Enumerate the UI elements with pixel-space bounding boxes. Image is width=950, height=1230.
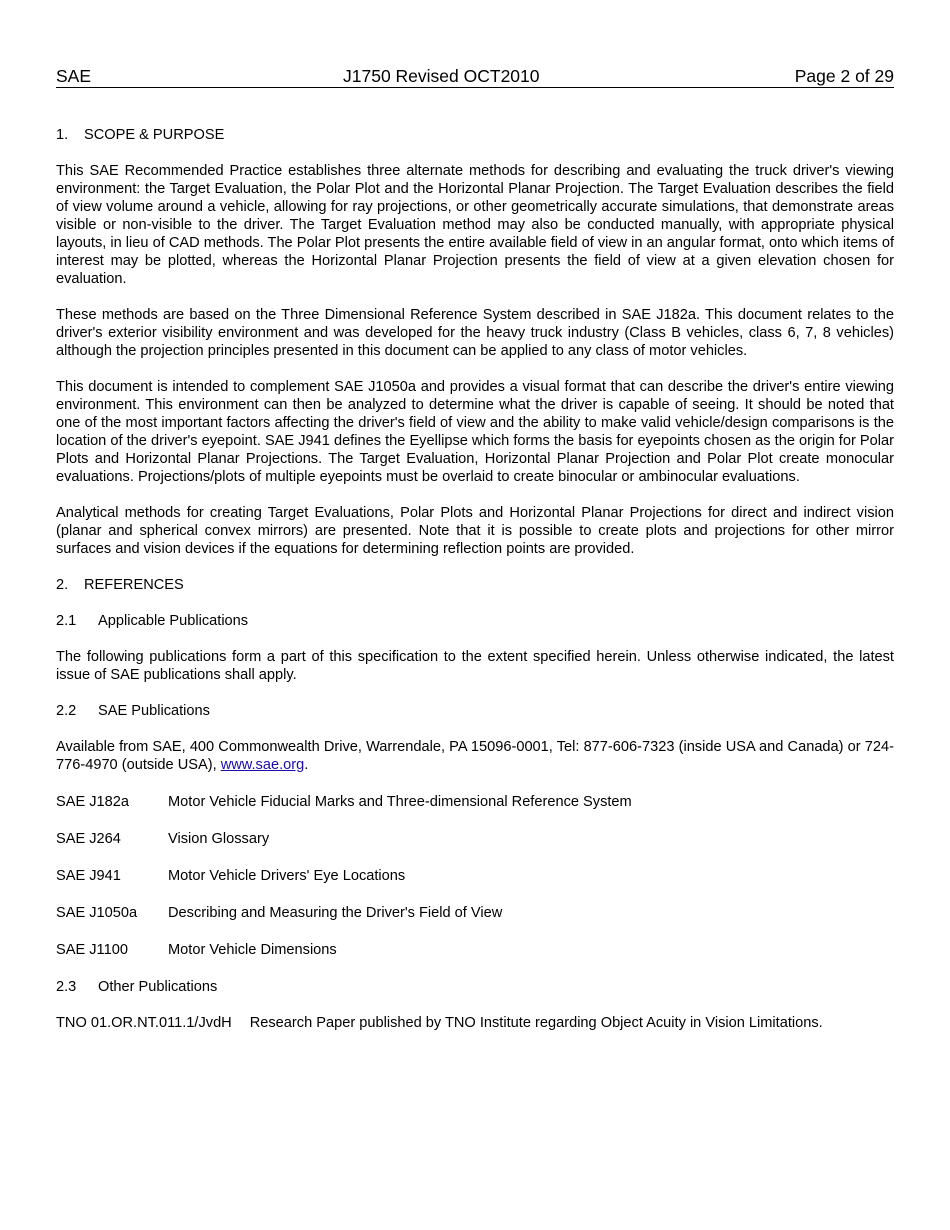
paragraph: The following publications form a part of this specification to the extent specified herein. Unless otherwise indicated, the latest issue of SAE publications shall apply. — [56, 649, 894, 683]
header-doc-id: J1750 Revised OCT2010 — [343, 66, 540, 86]
reference-title: Vision Glossary — [168, 831, 270, 847]
subsection-heading-other-publications — [56, 978, 894, 996]
subsection-heading-sae-publications — [56, 702, 894, 720]
paragraph: These methods are based on the Three Dimensional Reference System described in SAE J182a. This document relates to the driver's exterior visibility environment and was developed for the heavy truck industry (Class B vehicles, class 6, 7, 8 vehicles) although the projection principles presented in this document can be applied to any class of motor vehicles. — [56, 307, 894, 359]
reference-code: SAE J264 — [56, 831, 121, 847]
reference-title: Motor Vehicle Drivers' Eye Locations — [168, 868, 406, 884]
reference-title: Research Paper published by TNO Institute regarding Object Acuity in Vision Limitations. — [249, 1015, 823, 1031]
section-title: SCOPE & PURPOSE — [84, 127, 225, 143]
paragraph-text-end: . — [304, 757, 309, 773]
reference-item-tno — [56, 1014, 894, 1032]
sae-website-link[interactable]: www.sae.org — [220, 757, 305, 773]
subsection-title: SAE Publications — [98, 703, 210, 719]
reference-title: Motor Vehicle Fiducial Marks and Three-dimensional Reference System — [168, 794, 632, 810]
section-title: REFERENCES — [84, 577, 184, 593]
reference-code: SAE J941 — [56, 868, 121, 884]
subsection-heading-applicable — [56, 612, 894, 630]
reference-item — [56, 830, 894, 848]
page-header — [56, 66, 894, 88]
reference-item — [56, 793, 894, 811]
subsection-title: Other Publications — [98, 979, 218, 995]
document-page — [56, 66, 894, 1032]
subsection-number: 2.3 — [56, 979, 77, 995]
paragraph-text: Available from SAE, 400 Commonwealth Drive, Warrendale, PA 15096-0001, Tel: 877-606-7323 (inside USA and Canada) or 724-776-4970 (outside USA), — [56, 739, 894, 773]
paragraph: This SAE Recommended Practice establishes three alternate methods for describing and evaluating the truck driver's viewing environment: the Target Evaluation, the Polar Plot and the Horizontal Planar Projection. The Target Evaluation describes the field of view volume around a vehicle, allowing for ray projections, or other geometrically accurate simulations, that demonstrate areas visible or non-visible to the driver. The Target Evaluation method may also be conducted manually, with appropriate physical layouts, in lieu of CAD methods. The Polar Plot presents the entire available field of view in an angular format, onto which items of interest may be plotted, whereas the Horizontal Planar Projection presents the field of view at a given elevation chosen for evaluation. — [56, 163, 894, 287]
subsection-number: 2.1 — [56, 613, 77, 629]
subsection-number: 2.2 — [56, 703, 77, 719]
reference-code: SAE J1050a — [56, 905, 138, 921]
reference-item — [56, 904, 894, 922]
header-org: SAE — [56, 66, 92, 86]
reference-item — [56, 867, 894, 885]
paragraph: Analytical methods for creating Target Evaluations, Polar Plots and Horizontal Planar Projections for direct and indirect vision (planar and spherical convex mirrors) are presented. Note that it is possible to create plots and projections for other mirror surfaces and vision devices if the equations for determining reflection points are provided. — [56, 505, 894, 557]
header-page-number: Page 2 of 29 — [794, 66, 894, 86]
section-heading-references — [56, 576, 894, 594]
reference-code: TNO 01.OR.NT.011.1/JvdH — [56, 1015, 232, 1031]
section-number: 1. — [56, 127, 69, 143]
paragraph: This document is intended to complement SAE J1050a and provides a visual format that can describe the driver's entire viewing environment. This environment can then be analyzed to determine what the driver is capable of seeing. It should be noted that one of the most important factors affecting the driver's field of view and the ability to make valid vehicle/design comparisons is the location of the driver's eyepoint. SAE J941 defines the Eyellipse which forms the basis for eyepoints chosen as the origin for Polar Plots and Horizontal Planar Projections. The Target Evaluation, Horizontal Planar Projection and Polar Plot create monocular evaluations. Projections/plots of multiple eyepoints must be overlaid to create binocular or ambinocular evaluations. — [56, 379, 894, 485]
reference-title: Motor Vehicle Dimensions — [168, 942, 337, 958]
paragraph — [56, 738, 894, 774]
section-heading-scope — [56, 126, 894, 144]
subsection-title: Applicable Publications — [98, 613, 249, 629]
reference-title: Describing and Measuring the Driver's Field of View — [168, 905, 503, 921]
reference-item — [56, 941, 894, 959]
section-number: 2. — [56, 577, 69, 593]
reference-code: SAE J182a — [56, 794, 130, 810]
reference-code: SAE J1100 — [56, 942, 128, 958]
